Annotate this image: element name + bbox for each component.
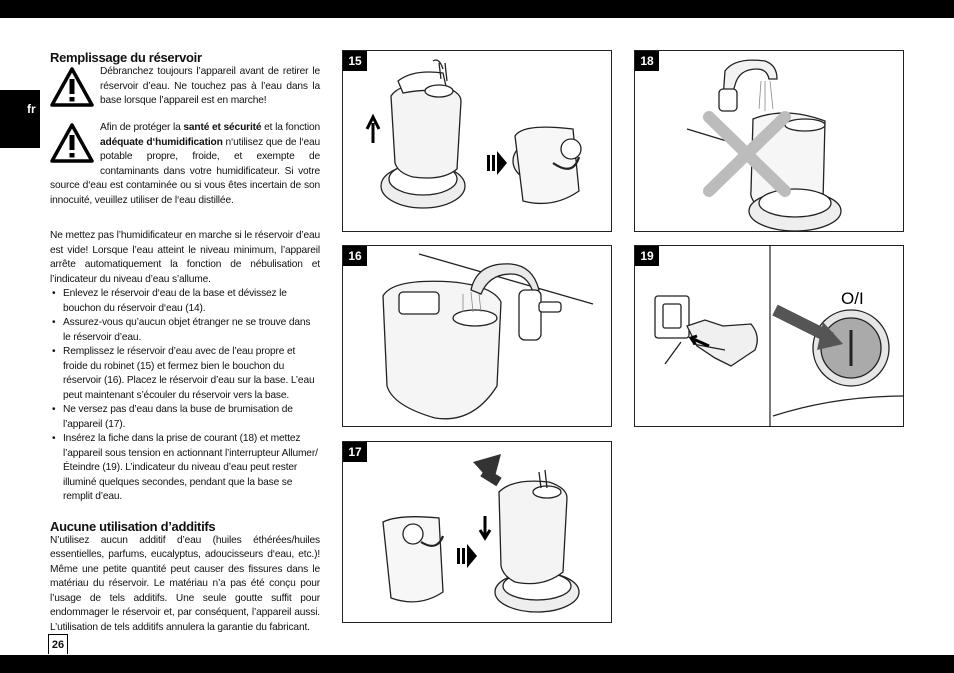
- figure-17: [342, 441, 612, 623]
- warning-text-part: Afin de protéger la: [100, 122, 184, 133]
- filling-steps-list: [50, 287, 320, 505]
- warning-unplug: [50, 65, 320, 109]
- figure-19: [634, 245, 904, 427]
- warning-water-quality: [50, 121, 320, 208]
- switch-label: O/I: [841, 289, 864, 308]
- warning-text-bold: adéquate d‘humidification: [100, 136, 223, 148]
- section-heading-additives: Aucune utilisation d’additifs: [50, 518, 216, 534]
- page-number: 26: [48, 634, 68, 654]
- language-tab: [0, 90, 40, 148]
- language-tab-label: fr: [27, 102, 36, 116]
- section-heading-filling: Remplissage du réservoir: [50, 50, 202, 65]
- figure-number: 17: [343, 442, 367, 462]
- list-item: • Assurez-vous qu’aucun objet étranger ne se trouve dans le réservoir d’eau.: [50, 316, 320, 345]
- list-item: • Ne versez pas d’eau dans la buse de brumisation de l’appareil (17).: [50, 403, 320, 432]
- figure-19-illustration: [635, 246, 904, 427]
- figure-17-illustration: [343, 442, 612, 623]
- warning-text-bold: santé et sécurité: [183, 122, 262, 133]
- warning-text-part: n‘utilisez que de l‘eau potable propre, froide, et exempte de contaminants dans votre humidificateur. Si votre source d‘eau est contaminée ou si vous êtes incertain de son innocuité, veuillez utiliser de l‘eau distillée.: [50, 136, 320, 206]
- figure-number: 19: [635, 246, 659, 266]
- warning-triangle-icon: [50, 123, 94, 167]
- figure-number: 16: [343, 246, 367, 266]
- list-item: • Insérez la fiche dans la prise de courant (18) et mettez l’appareil sous tension en actionnant l’interrupteur Allumer/Éteindre (19). L’indicateur du niveau d’eau peut rester illuminé quelques secondes, pendant que la base se remplit d’eau.: [50, 432, 320, 505]
- bottom-bar: [0, 655, 954, 673]
- warning-text-part: et la fonction: [261, 122, 320, 133]
- figure-15: [342, 50, 612, 232]
- figure-16: [342, 245, 612, 427]
- list-item: • Enlevez le réservoir d‘eau de la base et dévissez le bouchon du réservoir d‘eau (14).: [50, 287, 320, 316]
- empty-tank-paragraph: Ne mettez pas l’humidificateur en marche si le réservoir d’eau est vide! Lorsque l’eau atteint le niveau minimum, l’appareil arrête automatiquement la fonction de nébulisation et l’indicateur du niveau d’eau s’allume.: [50, 230, 320, 285]
- figure-number: 18: [635, 51, 659, 71]
- figure-18: [634, 50, 904, 232]
- figure-18-illustration: [635, 51, 904, 232]
- warning-triangle-icon: [50, 67, 94, 111]
- figure-16-illustration: [343, 246, 612, 427]
- figure-15-illustration: [343, 51, 612, 232]
- additives-paragraph: N’utilisez aucun additif d’eau (huiles éthérées/huiles essentielles, parfums, eucalyptus, adoucisseurs d‘eau, etc.)! Même une petite quantité peut causer des fissures dans le matériau du réservoir. Le matériau n’a pas été conçu pour l’usage de tels additifs. Une seule goutte suffit pour endommager le réservoir et, par conséquent, l’appareil aussi. L’utilisation de tels additifs annulera la garantie du fabricant.: [50, 534, 320, 633]
- figure-number: 15: [343, 51, 367, 71]
- warning-unplug-text: Débranchez toujours l’appareil avant de retirer le réservoir d’eau. Ne touchez pas à l’eau dans la base lorsque l’appareil est en marche!: [100, 66, 320, 106]
- list-item: • Remplissez le réservoir d’eau avec de l’eau propre et froide du robinet (15) et fermez bien le bouchon du réservoir (16). Placez le réservoir d’eau sur la base. L’eau peut maintenant s’écouler du réservoir vers la base.: [50, 345, 320, 403]
- top-bar: [0, 0, 954, 18]
- instructions-column: [50, 50, 320, 635]
